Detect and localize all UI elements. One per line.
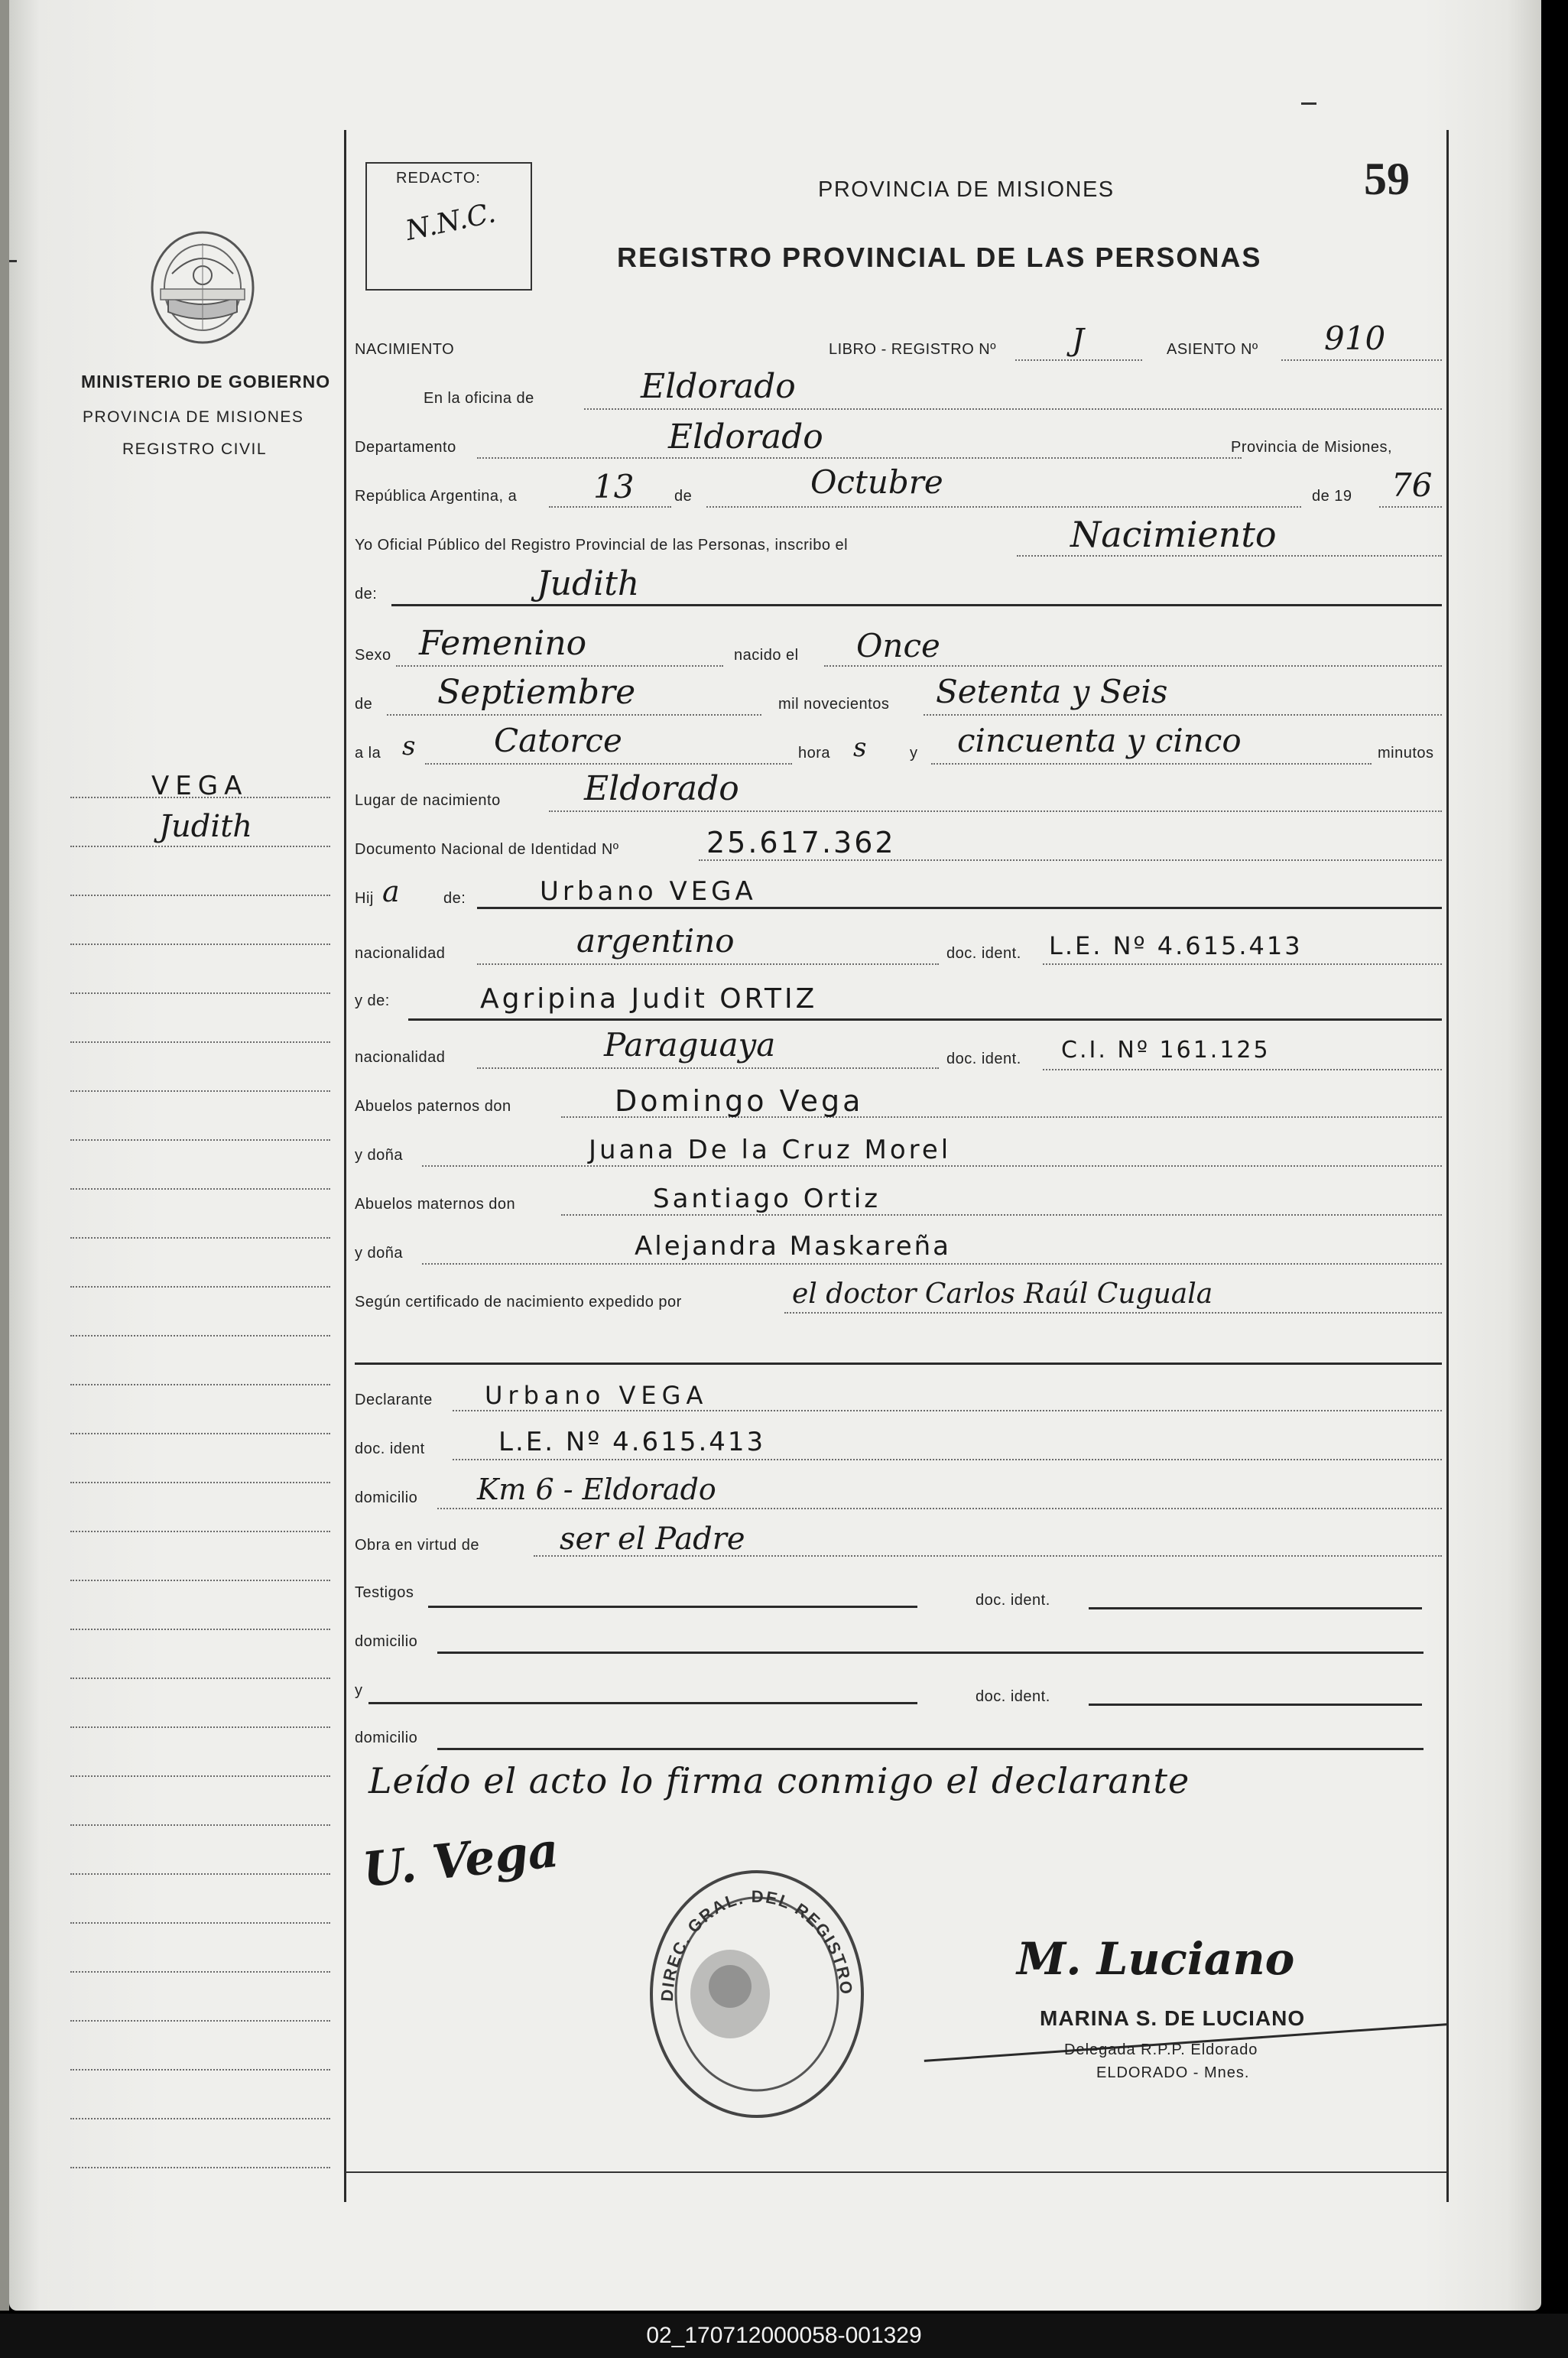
and-label: y xyxy=(910,745,918,762)
mother-doc-label: doc. ident. xyxy=(946,1051,1021,1067)
lugar-value: Eldorado xyxy=(584,769,739,808)
minutes-value: cincuenta y cinco xyxy=(957,722,1242,759)
father-doc-label: doc. ident. xyxy=(946,945,1021,962)
birth-year-value: Setenta y Seis xyxy=(936,673,1168,710)
book-binding-edge xyxy=(0,0,9,2311)
image-id-footer: 02_170712000058-001329 xyxy=(0,2314,1568,2358)
mother-name-value: Agripina Judit ORTIZ xyxy=(480,983,818,1015)
closing-statement: Leído el acto lo firma conmigo el declarante xyxy=(368,1760,1190,1801)
maternal-grandmother-value: Alejandra Maskareña xyxy=(635,1231,951,1262)
declarante-value: Urbano VEGA xyxy=(485,1381,709,1410)
domicilio-label: domicilio xyxy=(355,1489,418,1506)
mother-doc-value: C.I. Nº 161.125 xyxy=(1061,1037,1271,1064)
testigo2-y-label: y xyxy=(355,1682,363,1699)
day-value: 13 xyxy=(593,468,635,505)
declarante-label: Declarante xyxy=(355,1392,433,1408)
lugar-label: Lugar de nacimiento xyxy=(355,792,501,809)
birth-month-de-label: de xyxy=(355,696,373,713)
departamento-label: Departamento xyxy=(355,439,456,456)
redacto-label: REDACTO: xyxy=(396,170,481,187)
paternal-grandmother-label: y doña xyxy=(355,1147,404,1164)
birth-month-value: Septiembre xyxy=(437,673,636,712)
top-right-mark xyxy=(1301,102,1316,105)
month-value: Octubre xyxy=(810,463,943,501)
seal-text: DIREC. GRAL. DEL REGISTRO xyxy=(657,1886,857,2002)
redacto-initials: N.N.C. xyxy=(403,197,498,247)
record-type-label: NACIMIENTO xyxy=(355,341,455,358)
hijo-de-label: de: xyxy=(443,890,466,907)
form-bottom-border xyxy=(346,2171,1446,2173)
minutos-label: minutos xyxy=(1378,745,1434,762)
father-name-value: Urbano VEGA xyxy=(540,876,757,907)
testigo2-doc-label: doc. ident. xyxy=(976,1688,1050,1705)
registry-title: REGISTRO PROVINCIAL DE LAS PERSONAS xyxy=(617,242,1262,273)
hijo-suffix: a xyxy=(382,875,400,908)
libro-value: J xyxy=(1072,323,1085,358)
province-heading: PROVINCIA DE MISIONES xyxy=(818,177,1115,202)
declarante-doc-value: L.E. Nº 4.615.413 xyxy=(498,1427,766,1457)
domicilio-value: Km 6 - Eldorado xyxy=(477,1473,716,1506)
year-prefix-label: de 19 xyxy=(1312,488,1352,505)
mil-novecientos-label: mil novecientos xyxy=(778,696,890,713)
nacido-day-value: Once xyxy=(856,627,940,664)
asiento-value: 910 xyxy=(1324,320,1386,357)
obra-value: ser el Padre xyxy=(560,1522,745,1557)
oficina-label: En la oficina de xyxy=(424,390,534,407)
hijo-label: Hij xyxy=(355,890,374,907)
paternal-grandfather-value: Domingo Vega xyxy=(615,1084,864,1118)
official-stamp-place: ELDORADO - Mnes. xyxy=(1096,2064,1250,2081)
declarante-signature: U. Vega xyxy=(359,1821,562,1898)
declarante-doc-label: doc. ident xyxy=(355,1440,425,1457)
alas-label: a la xyxy=(355,745,381,762)
paternal-grandmother-value: Juana De la Cruz Morel xyxy=(589,1135,952,1165)
certificado-label: Según certificado de nacimiento expedido por xyxy=(355,1294,682,1311)
departamento-value: Eldorado xyxy=(668,417,823,456)
year-value: 76 xyxy=(1391,466,1433,504)
mother-nationality-value: Paraguaya xyxy=(604,1026,776,1064)
nacido-label: nacido el xyxy=(734,647,799,664)
month-de-label: de xyxy=(674,488,693,505)
left-margin-mark xyxy=(9,260,17,262)
nombre-value: Judith xyxy=(537,564,640,603)
mother-yde-label: y de: xyxy=(355,992,390,1009)
dni-label: Documento Nacional de Identidad Nº xyxy=(355,841,619,858)
paternal-grandfather-label: Abuelos paternos don xyxy=(355,1098,511,1115)
testigo1-doc-label: doc. ident. xyxy=(976,1592,1050,1609)
page-number: 59 xyxy=(1364,154,1410,204)
official-signature: M. Luciano xyxy=(1017,1933,1295,1985)
obra-label: Obra en virtud de xyxy=(355,1537,480,1554)
libro-label: LIBRO - REGISTRO Nº xyxy=(829,341,997,358)
testigo1-domicilio-label: domicilio xyxy=(355,1633,418,1650)
nombre-de-label: de: xyxy=(355,586,378,602)
dni-value: 25.617.362 xyxy=(706,826,896,859)
hour-value: Catorce xyxy=(494,722,622,759)
hora-suffix: s xyxy=(853,732,867,763)
maternal-grandfather-value: Santiago Ortiz xyxy=(653,1184,881,1214)
father-nationality-value: argentino xyxy=(576,922,735,960)
alas-suffix: s xyxy=(402,731,416,762)
testigo2-domicilio-label: domicilio xyxy=(355,1730,418,1746)
hora-label: hora xyxy=(798,745,831,762)
oficial-label: Yo Oficial Público del Registro Provincial de las Personas, inscribo el xyxy=(355,537,849,554)
mother-nationality-label: nacionalidad xyxy=(355,1049,446,1066)
form-right-border xyxy=(1446,130,1449,2202)
registry-seal-stamp xyxy=(642,1864,872,2124)
provincial-emblem-icon xyxy=(138,228,268,350)
sexo-value: Femenino xyxy=(419,624,587,663)
form-left-border xyxy=(344,130,346,2202)
maternal-grandfather-label: Abuelos maternos don xyxy=(355,1196,516,1213)
sidebar-office: REGISTRO CIVIL xyxy=(122,440,268,458)
official-stamp-name: MARINA S. DE LUCIANO xyxy=(1040,2006,1306,2030)
act-type-value: Nacimiento xyxy=(1070,514,1277,555)
margin-surname: VEGA xyxy=(151,771,248,801)
republica-label: República Argentina, a xyxy=(355,488,518,505)
maternal-grandmother-label: y doña xyxy=(355,1245,404,1262)
oficina-value: Eldorado xyxy=(641,367,796,406)
sexo-label: Sexo xyxy=(355,647,391,664)
document-page xyxy=(9,0,1541,2311)
father-doc-value: L.E. Nº 4.615.413 xyxy=(1049,931,1303,960)
sidebar-province: PROVINCIA DE MISIONES xyxy=(83,408,304,426)
asiento-label: ASIENTO Nº xyxy=(1167,341,1258,358)
ministry-heading: MINISTERIO DE GOBIERNO xyxy=(81,372,331,391)
provincia-label: Provincia de Misiones, xyxy=(1231,439,1393,456)
certificado-value: el doctor Carlos Raúl Cuguala xyxy=(792,1278,1213,1310)
official-stamp-role: Delegada R.P.P. Eldorado xyxy=(1064,2041,1258,2058)
testigos-label: Testigos xyxy=(355,1584,414,1601)
father-nationality-label: nacionalidad xyxy=(355,945,446,962)
margin-name: Judith xyxy=(159,809,253,844)
